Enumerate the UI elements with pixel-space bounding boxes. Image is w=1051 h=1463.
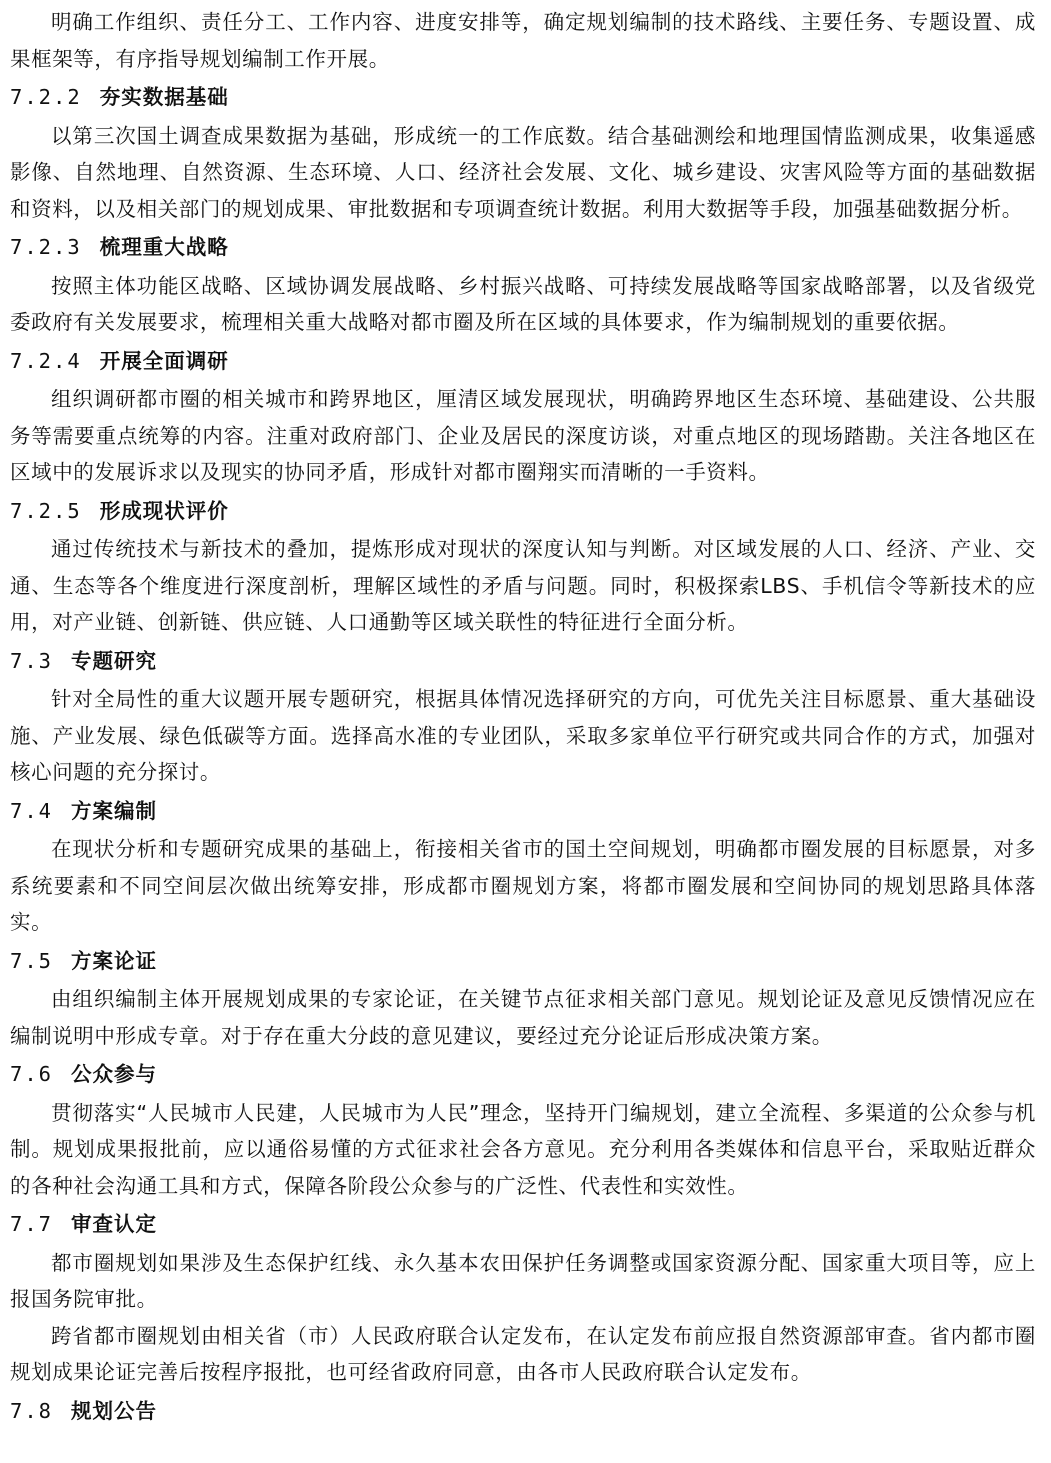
paragraph: 通过传统技术与新技术的叠加，提炼形成对现状的深度认知与判断。对区域发展的人口、经济、产业、交通、生态等各个维度进行深度剖析，理解区域性的矛盾与问题。同时，积极探索LBS、手机信令等新技术的应用，对产业链、创新链、供应链、人口通勤等区域关联性的特征进行全面分析。 bbox=[10, 537, 1036, 634]
section-number: 7.2.5 bbox=[10, 498, 82, 523]
section-number: 7.2.2 bbox=[10, 85, 82, 109]
section-title: 梳理重大战略 bbox=[99, 235, 229, 259]
section-heading bbox=[10, 1056, 1036, 1093]
section-heading bbox=[10, 343, 1036, 380]
section-heading bbox=[10, 643, 1036, 680]
section-number: 7.6 bbox=[10, 1062, 54, 1086]
document-page bbox=[10, 4, 1036, 1431]
section-heading bbox=[10, 229, 1036, 266]
section-title: 规划公告 bbox=[71, 1398, 158, 1423]
paragraph: 都市圈规划如果涉及生态保护红线、永久基本农田保护任务调整或国家资源分配、国家重大项目等，应上报国务院审批。 bbox=[10, 1250, 1036, 1311]
section-heading bbox=[10, 1393, 1036, 1430]
section-title: 公众参与 bbox=[71, 1062, 158, 1086]
section-number: 7.5 bbox=[10, 948, 54, 973]
section-heading bbox=[10, 1206, 1036, 1243]
paragraph: 以第三次国土调查成果数据为基础，形成统一的工作底数。结合基础测绘和地理国情监测成果，收集遥感影像、自然地理、自然资源、生态环境、人口、经济社会发展、文化、城乡建设、灾害风险等方面的基础数据和资料，以及相关部门的规划成果、审批数据和专项调查统计数据。利用大数据等手段，加强基础数据分析。 bbox=[10, 123, 1036, 221]
paragraph: 针对全局性的重大议题开展专题研究，根据具体情况选择研究的方向，可优先关注目标愿景、重大基础设施、产业发展、绿色低碳等方面。选择高水准的专业团队，采取多家单位平行研究或共同合作的方式，加强对核心问题的充分探讨。 bbox=[10, 687, 1036, 784]
section-number: 7.4 bbox=[10, 798, 54, 823]
paragraph: 组织调研都市圈的相关城市和跨界地区，厘清区域发展现状，明确跨界地区生态环境、基础建设、公共服务等需要重点统筹的内容。注重对政府部门、企业及居民的深度访谈，对重点地区的现场踏勘。关注各地区在区域中的发展诉求以及现实的协同矛盾，形成针对都市圈翔实而清晰的一手资料。 bbox=[10, 387, 1036, 484]
section-number: 7.2.4 bbox=[10, 348, 82, 373]
section-title: 方案论证 bbox=[71, 948, 158, 973]
section-heading bbox=[10, 79, 1036, 116]
section-title: 方案编制 bbox=[71, 798, 158, 823]
section-number: 7.3 bbox=[10, 648, 54, 673]
section-title: 形成现状评价 bbox=[99, 498, 229, 523]
section-title: 开展全面调研 bbox=[99, 348, 229, 373]
section-number: 7.8 bbox=[10, 1398, 54, 1423]
section-number: 7.2.3 bbox=[10, 235, 82, 259]
section-heading bbox=[10, 493, 1036, 530]
paragraph: 贯彻落实“人民城市人民建，人民城市为人民”理念，坚持开门编规划，建立全流程、多渠道的公众参与机制。规划成果报批前，应以通俗易懂的方式征求社会各方意见。充分利用各类媒体和信息平台，采取贴近群众的各种社会沟通工具和方式，保障各阶段公众参与的广泛性、代表性和实效性。 bbox=[10, 1100, 1036, 1198]
section-title: 专题研究 bbox=[71, 648, 158, 673]
section-heading bbox=[10, 943, 1036, 980]
section-title: 夯实数据基础 bbox=[99, 85, 229, 109]
paragraph: 明确工作组织、责任分工、工作内容、进度安排等，确定规划编制的技术路线、主要任务、专题设置、成果框架等，有序指导规划编制工作开展。 bbox=[10, 10, 1036, 71]
paragraph: 在现状分析和专题研究成果的基础上，衔接相关省市的国土空间规划，明确都市圈发展的目标愿景，对多系统要素和不同空间层次做出统筹安排，形成都市圈规划方案，将都市圈发展和空间协同的规划思路具体落实。 bbox=[10, 837, 1036, 934]
paragraph: 由组织编制主体开展规划成果的专家论证，在关键节点征求相关部门意见。规划论证及意见反馈情况应在编制说明中形成专章。对于存在重大分歧的意见建议，要经过充分论证后形成决策方案。 bbox=[10, 987, 1036, 1048]
section-number: 7.7 bbox=[10, 1212, 54, 1236]
paragraph: 按照主体功能区战略、区域协调发展战略、乡村振兴战略、可持续发展战略等国家战略部署，以及省级党委政府有关发展要求，梳理相关重大战略对都市圈及所在区域的具体要求，作为编制规划的重要依据。 bbox=[10, 273, 1036, 334]
section-title: 审查认定 bbox=[71, 1212, 158, 1236]
paragraph: 跨省都市圈规划由相关省（市）人民政府联合认定发布，在认定发布前应报自然资源部审查。省内都市圈规划成果论证完善后按程序报批，也可经省政府同意，由各市人民政府联合认定发布。 bbox=[10, 1323, 1036, 1384]
section-heading bbox=[10, 793, 1036, 830]
